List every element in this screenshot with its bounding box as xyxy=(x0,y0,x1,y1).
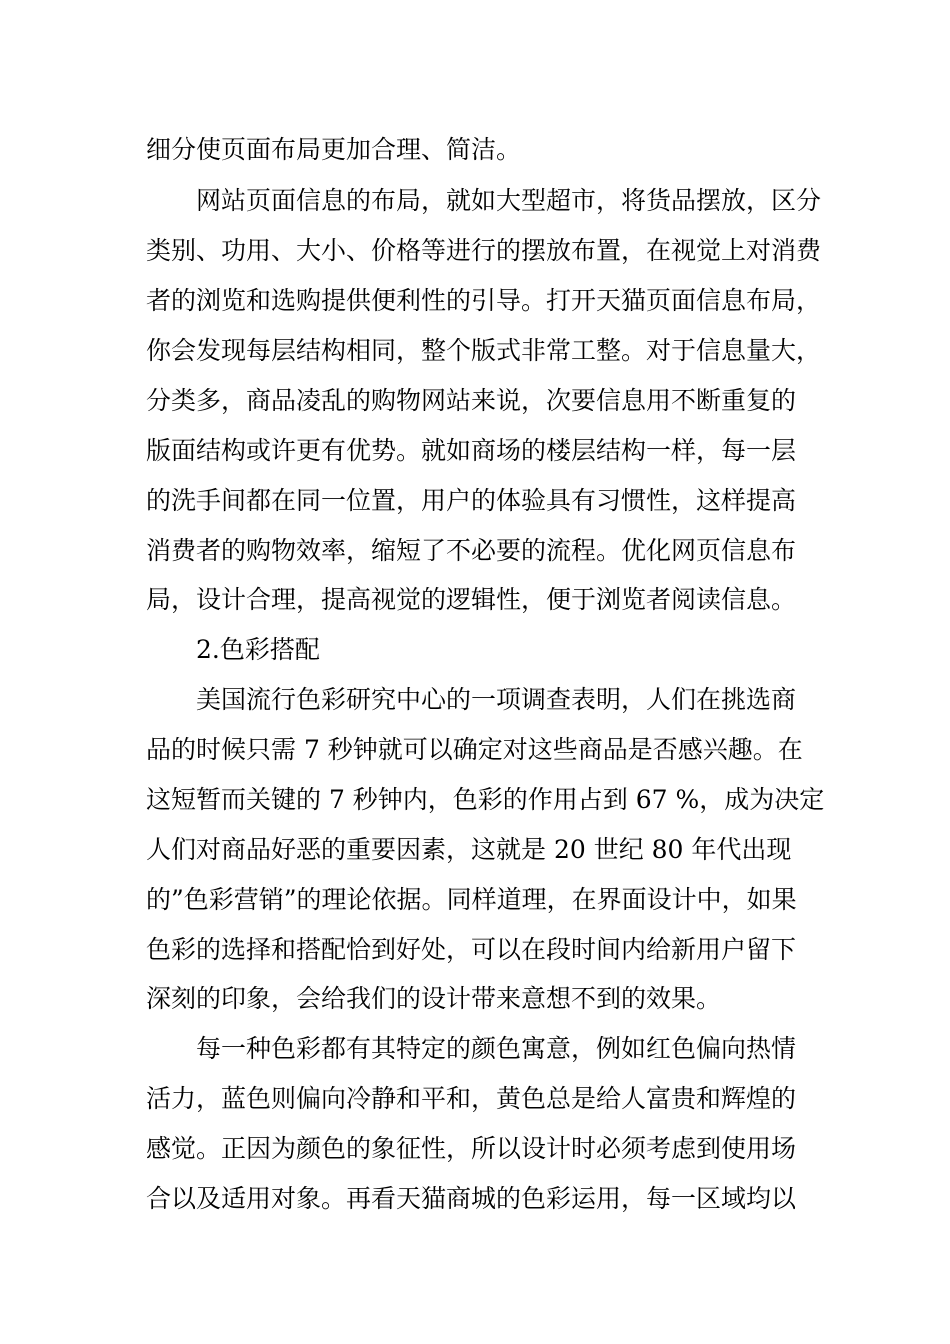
text-line: 人们对商品好恶的重要因素，这就是 20 世纪 80 年代出现 xyxy=(146,835,792,864)
text-line: 色彩的选择和搭配恰到好处，可以在段时间内给新用户留下 xyxy=(146,935,797,964)
text-line: 感觉。正因为颜色的象征性，所以设计时必须考虑到使用场 xyxy=(146,1134,797,1163)
text-line: 这短暂而关键的 7 秒钟内，色彩的作用占到 67 %，成为决定 xyxy=(146,785,825,814)
text-line: 深刻的印象，会给我们的设计带来意想不到的效果。 xyxy=(146,984,722,1013)
text-line: 你会发现每层结构相同，整个版式非常工整。对于信息量大， xyxy=(146,336,822,365)
text-line: 类别、功用、大小、价格等进行的摆放布置，在视觉上对消费 xyxy=(146,236,822,265)
section-heading: 2.色彩搭配 xyxy=(196,635,320,664)
text-line: 细分使页面布局更加合理、简洁。 xyxy=(146,135,522,164)
text-line: 的洗手间都在同一位置，用户的体验具有习惯性，这样提高 xyxy=(146,486,797,515)
text-line: 的”色彩营销”的理论依据。同样道理，在界面设计中，如果 xyxy=(146,885,797,914)
text-line: 每一种色彩都有其特定的颜色寓意，例如红色偏向热情 xyxy=(196,1034,797,1063)
text-line: 分类多，商品凌乱的购物网站来说，次要信息用不断重复的 xyxy=(146,386,797,415)
text-line: 者的浏览和选购提供便利性的引导。打开天猫页面信息布局， xyxy=(146,286,822,315)
text-line: 网站页面信息的布局，就如大型超市，将货品摆放，区分 xyxy=(196,186,822,215)
text-line: 版面结构或许更有优势。就如商场的楼层结构一样，每一层 xyxy=(146,436,797,465)
text-line: 活力，蓝色则偏向冷静和平和，黄色总是给人富贵和辉煌的 xyxy=(146,1084,797,1113)
text-line: 品的时候只需 7 秒钟就可以确定对这些商品是否感兴趣。在 xyxy=(146,735,803,764)
text-line: 消费者的购物效率，缩短了不必要的流程。优化网页信息布 xyxy=(146,536,797,565)
text-line: 美国流行色彩研究中心的一项调查表明，人们在挑选商 xyxy=(196,685,797,714)
text-line: 合以及适用对象。再看天猫商城的色彩运用，每一区域均以 xyxy=(146,1184,797,1213)
text-line: 局，设计合理，提高视觉的逻辑性，便于浏览者阅读信息。 xyxy=(146,585,797,614)
